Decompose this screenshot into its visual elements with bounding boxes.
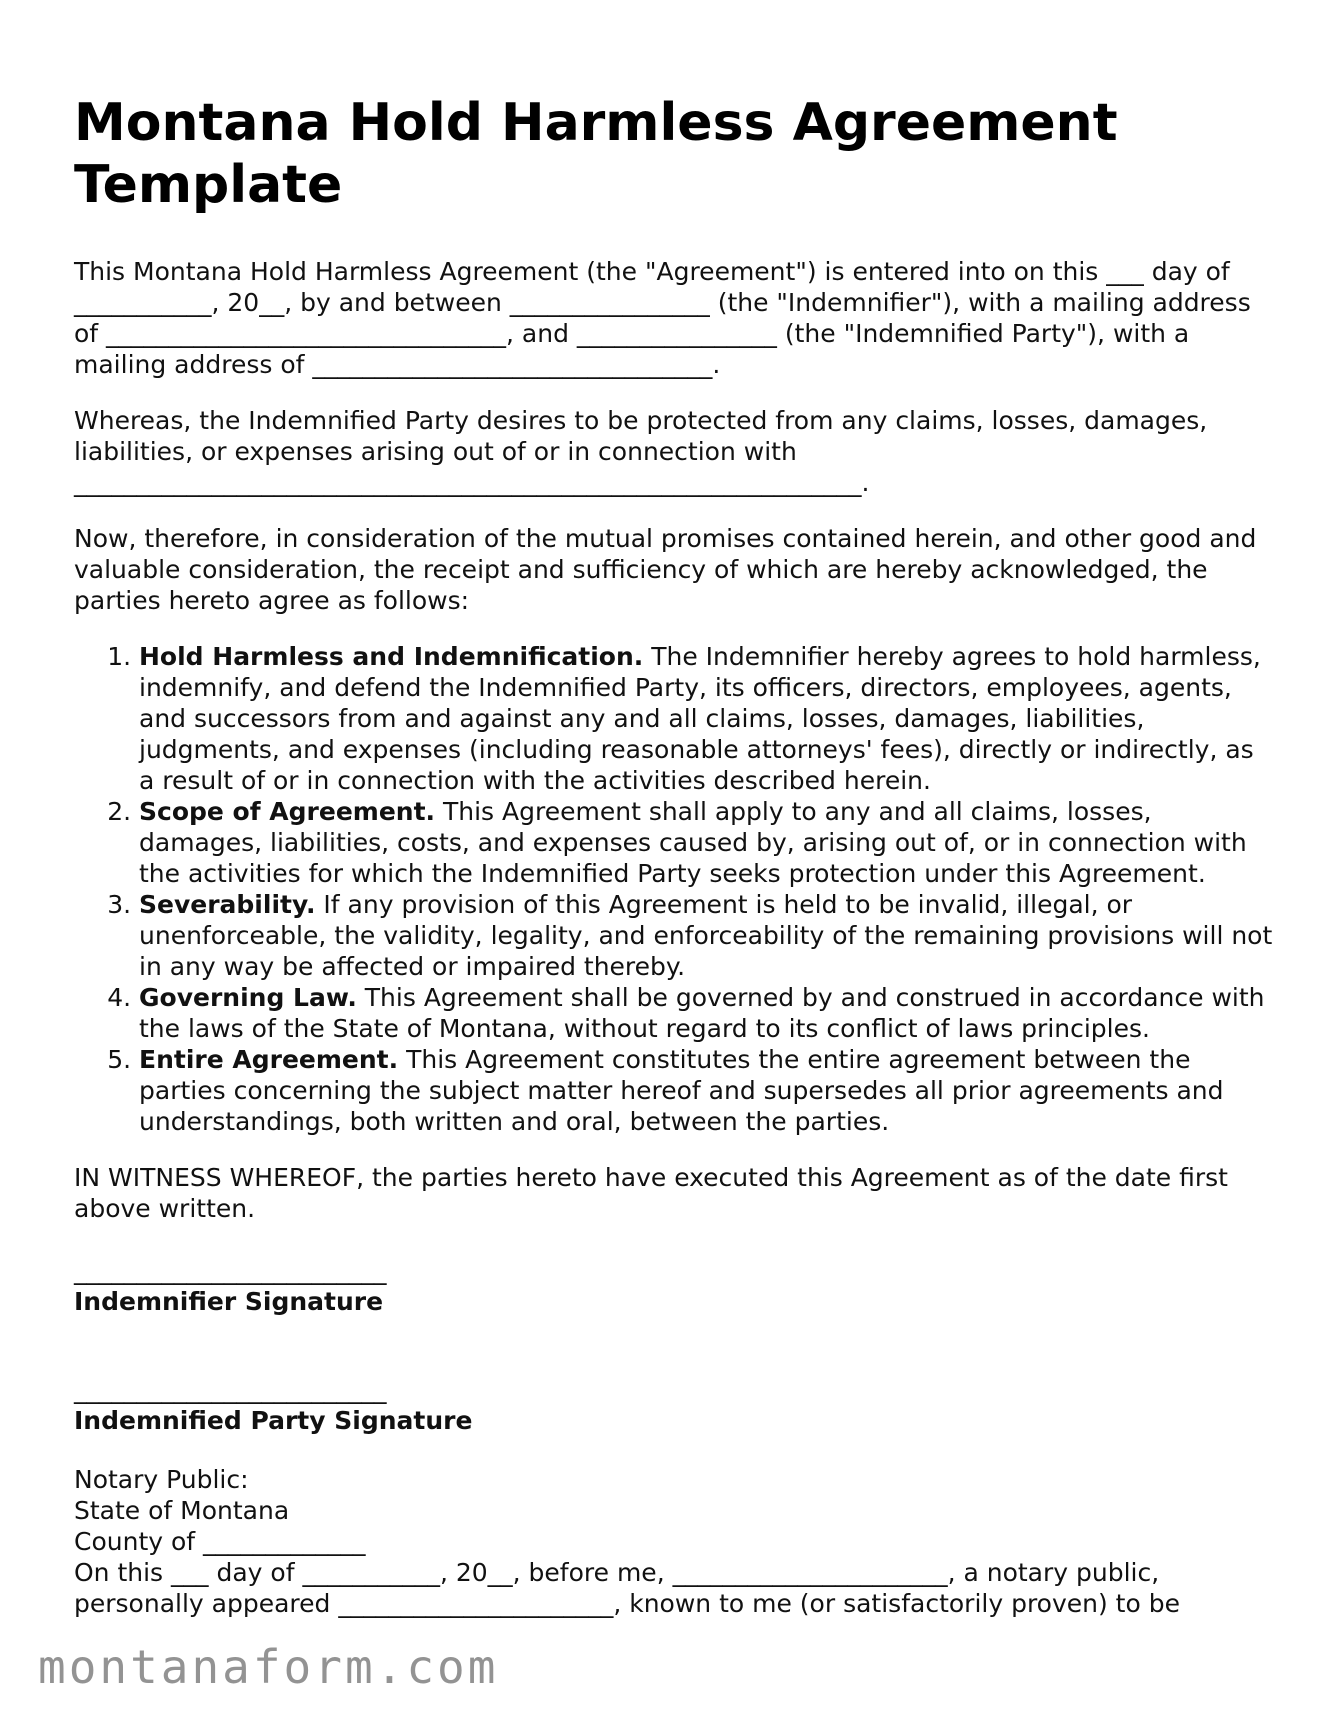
clause-term: Governing Law. xyxy=(139,983,357,1012)
indemnified-signature-label: Indemnified Party Signature xyxy=(74,1406,473,1435)
clause-item xyxy=(139,889,1274,982)
clause-text: This Agreement shall apply to any and all claims, losses, damages, liabilities, costs, and expenses caused by, arising out of, or in connection with the activities for which the Indemnified Party seeks protection under this Agreement. xyxy=(139,797,1247,888)
clause-term: Severability. xyxy=(139,890,316,919)
watermark: montanaform.com xyxy=(38,1640,499,1694)
intro-paragraph: This Montana Hold Harmless Agreement (the "Agreement") is entered into on this ___ day of ___________, 20__, by and between ________________ (the "Indemnifier"), with a mailing address of ________________________________, and ________________ (the "Indemnified Party"), with a mailing address of ________________________________. xyxy=(74,257,1251,379)
notary-heading: Notary Public: xyxy=(74,1465,249,1494)
indemnifier-signature-label: Indemnifier Signature xyxy=(74,1287,384,1316)
document-page xyxy=(74,92,1274,1619)
witness-paragraph: IN WITNESS WHEREOF, the parties hereto have executed this Agreement as of the date first above written. xyxy=(74,1163,1228,1223)
notary-state: State of Montana xyxy=(74,1496,290,1525)
clause-text: If any provision of this Agreement is held to be invalid, illegal, or unenforceable, the validity, legality, and enforceability of the remaining provisions will not in any way be affected or impaired thereby. xyxy=(139,890,1273,981)
clause-item xyxy=(139,641,1274,796)
consideration-paragraph: Now, therefore, in consideration of the mutual promises contained herein, and other good and valuable consideration, the receipt and sufficiency of which are hereby acknowledged, the parties hereto agree as follows: xyxy=(74,524,1257,615)
clause-item xyxy=(139,982,1274,1044)
indemnified-signature-line: _________________________ xyxy=(74,1375,387,1404)
clause-list xyxy=(74,641,1274,1137)
clause-text: This Agreement shall be governed by and construed in accordance with the laws of the State of Montana, without regard to its conflict of laws principles. xyxy=(139,983,1265,1043)
indemnifier-signature-line: _________________________ xyxy=(74,1256,387,1285)
clause-item xyxy=(139,796,1274,889)
notary-statement: On this ___ day of ___________, 20__, before me, ______________________, a notary public, personally appeared ______________________, known to me (or satisfactorily proven) to be xyxy=(74,1558,1180,1618)
clause-term: Entire Agreement. xyxy=(139,1045,399,1074)
clause-term: Scope of Agreement. xyxy=(139,797,436,826)
notary-section xyxy=(74,1464,1274,1619)
clause-text: The Indemnifier hereby agrees to hold harmless, indemnify, and defend the Indemnified Party, its officers, directors, employees, agents, and successors from and against any and all claims, losses, damages, liabilities, judgments, and expenses (including reasonable attorneys' fees), directly or indirectly, as a result of or in connection with the activities described herein. xyxy=(139,642,1261,795)
notary-county: County of _____________ xyxy=(74,1527,366,1556)
document-title: Montana Hold Harmless Agreement Template xyxy=(74,93,1118,215)
whereas-paragraph: Whereas, the Indemnified Party desires to be protected from any claims, losses, damages, liabilities, or expenses arising out of or in connection with _______________________________________________________________. xyxy=(74,406,1208,497)
signature-block xyxy=(74,1255,1274,1436)
clause-item xyxy=(139,1044,1274,1137)
clause-text: This Agreement constitutes the entire agreement between the parties concerning the subject matter hereof and supersedes all prior agreements and understandings, both written and oral, between the parties. xyxy=(139,1045,1224,1136)
clause-term: Hold Harmless and Indemnification. xyxy=(139,642,644,671)
